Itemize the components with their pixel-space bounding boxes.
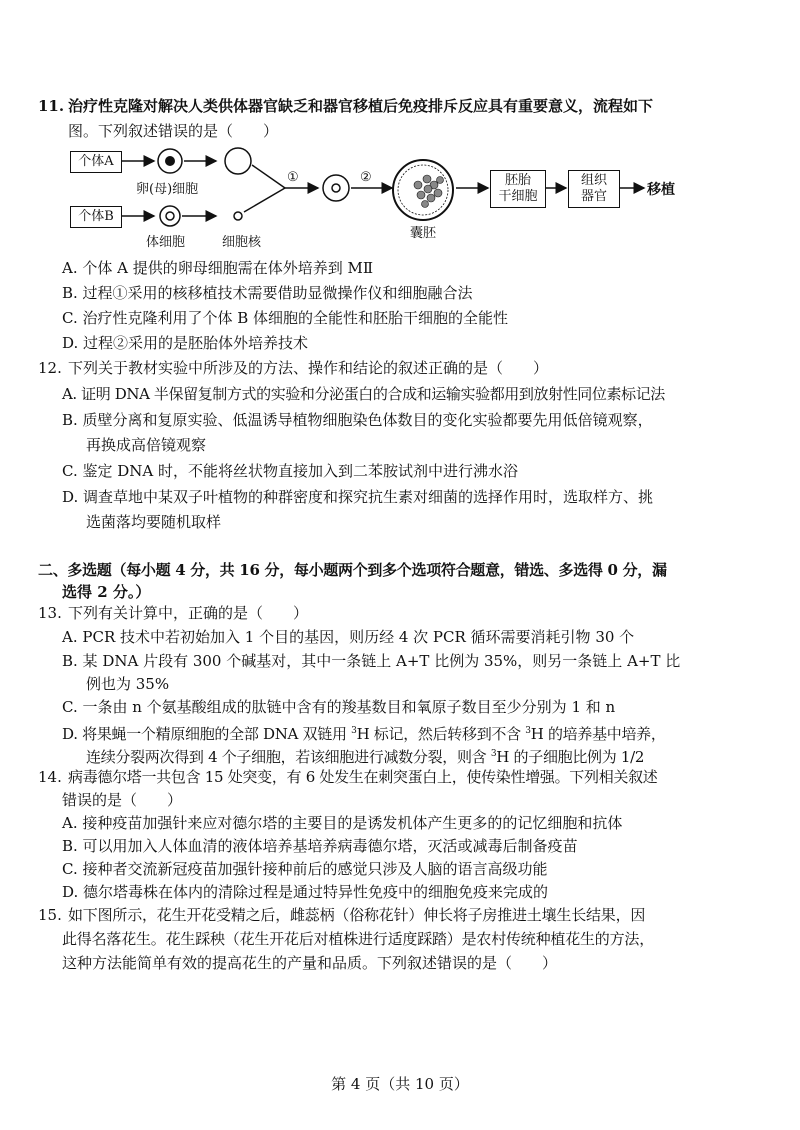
- q15-stem-line1: 如下图所示，花生开花受精之后，雌蕊柄（俗称花针）伸长将子房推进土壤生长结果，因: [68, 906, 646, 924]
- q13-stem: 下列有关计算中，正确的是（ ）: [68, 604, 309, 622]
- q12-number: 12.: [38, 359, 62, 377]
- q12-stem: 下列关于教材实验中所涉及的方法、操作和结论的叙述正确的是（ ）: [68, 359, 549, 377]
- q14-option-b: B. 可以用加入人体血清的液体培养基培养病毒德尔塔，灭活或减毒后制备疫苗: [62, 837, 578, 855]
- q11-number: 11.: [38, 97, 65, 115]
- q11-stem-line1: 治疗性克隆对解决人类供体器官缺乏和器官移植后免疫排斥反应具有重要意义，流程如下: [68, 97, 654, 115]
- blastocyst-label: 囊胚: [410, 226, 437, 241]
- q13-option-b-cont: 例也为 35%: [86, 675, 170, 693]
- section2-header-line2: 选得 2 分。）: [62, 583, 151, 601]
- q13-d-text4: 连续分裂两次得到 4 个子细胞，若该细胞进行减数分裂，则含: [86, 748, 491, 766]
- q13-option-b: B. 某 DNA 片段有 300 个碱基对，其中一条链上 A+T 比例为 35%，则另一条链上 A+T 比: [62, 652, 681, 670]
- organ-line2: 器官: [580, 189, 607, 204]
- egg-nucleus-icon: [165, 156, 175, 166]
- q12-option-c: C. 鉴定 DNA 时，不能将丝状物直接加入到二苯胺试剂中进行沸水浴: [62, 462, 519, 480]
- q13-d-text3: H 的培养基中培养，: [530, 725, 666, 743]
- reconstructed-nucleus-icon: [332, 184, 340, 192]
- isotope-mass-2: 3: [525, 726, 531, 736]
- body-cell-nucleus-icon: [166, 212, 174, 220]
- es-cell-line2: 干细胞: [498, 189, 538, 204]
- merge-line-top: [252, 165, 285, 188]
- nucleus-label: 细胞核: [222, 235, 262, 250]
- isotope-mass-3: 3: [490, 749, 497, 759]
- q15-stem-line3: 这种方法能简单有效的提高花生的产量和品质。下列叙述错误的是（ ）: [62, 954, 558, 972]
- q15-number: 15.: [38, 906, 62, 924]
- section2-header-line1: 二、多选题（每小题 4 分，共 16 分，每小题两个到多个选项符合题意，错选、多选得 0 分，漏: [38, 561, 667, 579]
- enucleated-egg-icon: [225, 148, 251, 174]
- step2-label: ②: [360, 170, 372, 185]
- blastocyst-icon: [393, 160, 453, 220]
- q13-d-text2: H 标记，然后转移到不含: [356, 725, 526, 743]
- q14-stem-line2: 错误的是（ ）: [62, 791, 183, 809]
- q14-option-c: C. 接种者交流新冠疫苗加强针接种前后的感觉只涉及人脑的语言高级功能: [62, 860, 548, 878]
- q11-option-d: D. 过程②采用的是胚胎体外培养技术: [62, 334, 309, 352]
- transplant-label: 移植: [647, 182, 675, 198]
- q12-option-d-cont: 选菌落均要随机取样: [86, 513, 222, 531]
- q12-option-d: D. 调查草地中某双子叶植物的种群密度和探究抗生素对细菌的选择作用时，选取样方、挑: [62, 488, 654, 506]
- q13-option-a: A. PCR 技术中若初始加入 1 个目的基因，则历经 4 次 PCR 循环需要消耗引物 30 个: [62, 628, 635, 646]
- person-b-box: 个体B: [70, 206, 122, 228]
- q13-option-c: C. 一条由 n 个氨基酸组成的肽链中含有的羧基数目和氧原子数目至少分别为 1 和 n: [62, 698, 616, 716]
- q13-d-text5: H 的子细胞比例为 1/2: [496, 748, 645, 766]
- organ-box: [568, 170, 620, 208]
- organ-line1: 组织: [580, 173, 607, 188]
- merge-line-bottom: [244, 188, 285, 212]
- q14-number: 14.: [38, 768, 62, 786]
- q11-option-a: A. 个体 A 提供的卵母细胞需在体外培养到 MⅡ: [62, 259, 374, 277]
- diagram-graphics: [0, 0, 800, 260]
- q12-option-a: A. 证明 DNA 半保留复制方式的实验和分泌蛋白的合成和运输实验都用到放射性同位素标记法: [62, 385, 665, 403]
- es-cell-line1: 胚胎: [504, 173, 531, 188]
- es-cell-box: [490, 170, 546, 208]
- q14-option-d: D. 德尔塔毒株在体内的清除过程是通过特异性免疫中的细胞免疫来完成的: [62, 883, 549, 901]
- q14-option-a: A. 接种疫苗加强针来应对德尔塔的主要目的是诱发机体产生更多的的记忆细胞和抗体: [62, 814, 623, 832]
- q15-stem-line2: 此得名落花生。花生踩秧（花生开花后对植株进行适度踩踏）是农村传统种植花生的方法，: [62, 930, 655, 948]
- page-number: 第 4 页（共 10 页）: [331, 1075, 469, 1093]
- q12-option-b: B. 质壁分离和复原实验、低温诱导植物细胞染色体数目的变化实验都要先用低倍镜观察，: [62, 411, 653, 429]
- body-cell-label: 体细胞: [146, 235, 186, 250]
- q14-stem-line1: 病毒德尔塔一共包含 15 处突变，有 6 处发生在刺突蛋白上，使传染性增强。下列相关叙述: [68, 768, 658, 786]
- egg-label: 卵(母)细胞: [136, 182, 199, 197]
- isotope-mass-1: 3: [351, 726, 357, 736]
- q11-stem-line2: 图。下列叙述错误的是（ ）: [68, 122, 279, 140]
- step1-label: ①: [287, 170, 299, 185]
- q13-number: 13.: [38, 604, 62, 622]
- q11-option-c: C. 治疗性克隆利用了个体 B 体细胞的全能性和胚胎干细胞的全能性: [62, 309, 509, 327]
- person-a-box: 个体A: [70, 151, 122, 173]
- nucleus-icon: [234, 212, 242, 220]
- q12-option-b-cont: 再换成高倍镜观察: [86, 436, 207, 454]
- q13-option-d-cont: [86, 744, 644, 767]
- q13-option-d: [62, 721, 666, 744]
- q11-option-b: B. 过程①采用的核移植技术需要借助显微操作仪和细胞融合法: [62, 284, 473, 302]
- q13-d-text1: D. 将果蝇一个精原细胞的全部 DNA 双链用: [62, 725, 352, 743]
